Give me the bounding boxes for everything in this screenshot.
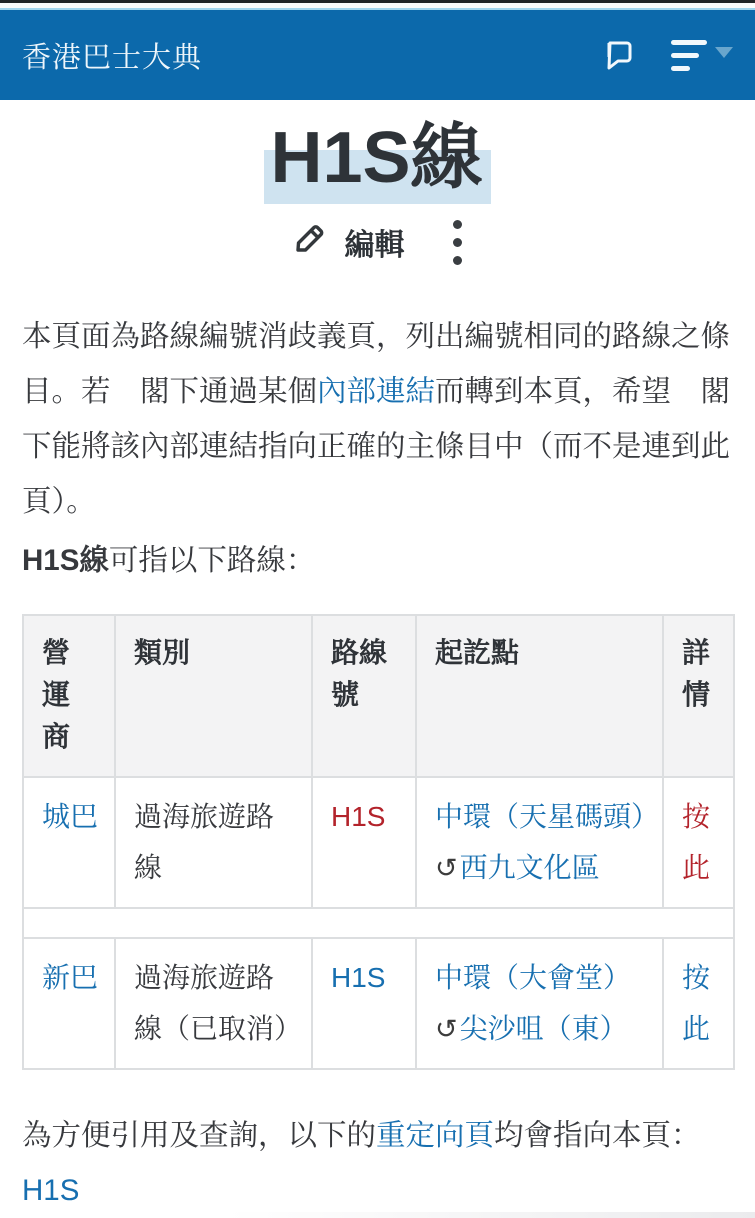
redirect-note-mid: 均會指向本頁： xyxy=(494,1118,701,1152)
spacer-cell xyxy=(23,908,734,938)
bottom-edge-artifact xyxy=(0,1212,755,1218)
terminus-from-link[interactable]: 中環（天星碼頭） xyxy=(435,800,660,832)
page-title: H1S線 xyxy=(264,120,490,204)
col-header-category: 類別 xyxy=(115,615,312,777)
more-options-button[interactable] xyxy=(449,216,466,269)
discussions-button[interactable] xyxy=(597,34,637,77)
operator-link[interactable]: 城巴 xyxy=(42,800,99,832)
lead-sentence xyxy=(22,533,733,588)
notice-text-pre: 本頁面為路線編號消歧義頁，列出編號相同的路線之條目。若 閣下通過某個 xyxy=(22,319,731,408)
kebab-dot xyxy=(453,256,462,265)
article xyxy=(0,120,755,1218)
category-text: 過海旅遊路線 xyxy=(134,800,275,883)
col-header-route-number: 路線號 xyxy=(312,615,416,777)
notice-text-post: 而轉到本頁，希望 閣下能將該內部連結指向正確的主條目中（而不是連到此頁）。 xyxy=(22,374,731,518)
table-row xyxy=(23,938,734,1069)
spacer-row xyxy=(23,908,734,938)
route-number-link[interactable]: H1S xyxy=(331,961,386,993)
app-header xyxy=(0,10,755,100)
col-header-operator: 營運商 xyxy=(23,615,115,777)
disambiguation-notice xyxy=(22,309,733,529)
table-header-row xyxy=(23,615,734,777)
discussions-icon xyxy=(597,34,637,77)
article-actions xyxy=(0,216,755,269)
lead-rest: 可指以下路線： xyxy=(108,543,316,577)
title-wrap xyxy=(0,120,755,204)
col-header-termini: 起訖點 xyxy=(416,615,663,777)
menu-icon xyxy=(671,40,707,71)
redirect-target-link[interactable]: H1S xyxy=(22,1173,80,1207)
edit-button-label: 編輯 xyxy=(344,229,405,263)
terminus-to-link[interactable]: 尖沙咀（東） xyxy=(459,1012,628,1044)
redirect-note xyxy=(22,1108,733,1218)
loop-arrow-icon: ↺ xyxy=(435,852,458,883)
pencil-icon xyxy=(290,218,330,266)
col-header-details: 詳情 xyxy=(663,615,734,777)
lead-route-name: H1S線 xyxy=(22,543,109,577)
chevron-down-icon xyxy=(715,47,733,58)
route-number-link[interactable]: H1S xyxy=(331,800,386,832)
kebab-dot xyxy=(453,220,462,229)
terminus-to-link[interactable]: 西九文化區 xyxy=(459,851,600,883)
kebab-dot xyxy=(453,238,462,247)
internal-link[interactable]: 內部連結 xyxy=(317,374,436,408)
details-link[interactable]: 按此 xyxy=(682,961,711,1044)
redirect-note-pre: 為方便引用及查詢，以下的 xyxy=(22,1118,377,1152)
loop-arrow-icon: ↺ xyxy=(435,1013,458,1044)
operator-link[interactable]: 新巴 xyxy=(42,961,99,993)
main-menu-button[interactable] xyxy=(671,40,733,71)
category-text: 過海旅遊路線（已取消） xyxy=(134,961,303,1044)
redirect-page-link[interactable]: 重定向頁 xyxy=(376,1118,495,1152)
wiki-wordmark[interactable]: 香港巴士大典 xyxy=(22,41,203,74)
edit-button[interactable] xyxy=(290,218,405,266)
routes-table xyxy=(22,614,735,1070)
details-link[interactable]: 按此 xyxy=(682,800,711,883)
header-icons xyxy=(597,34,733,77)
table-row xyxy=(23,777,734,908)
terminus-from-link[interactable]: 中環（大會堂） xyxy=(435,961,632,993)
